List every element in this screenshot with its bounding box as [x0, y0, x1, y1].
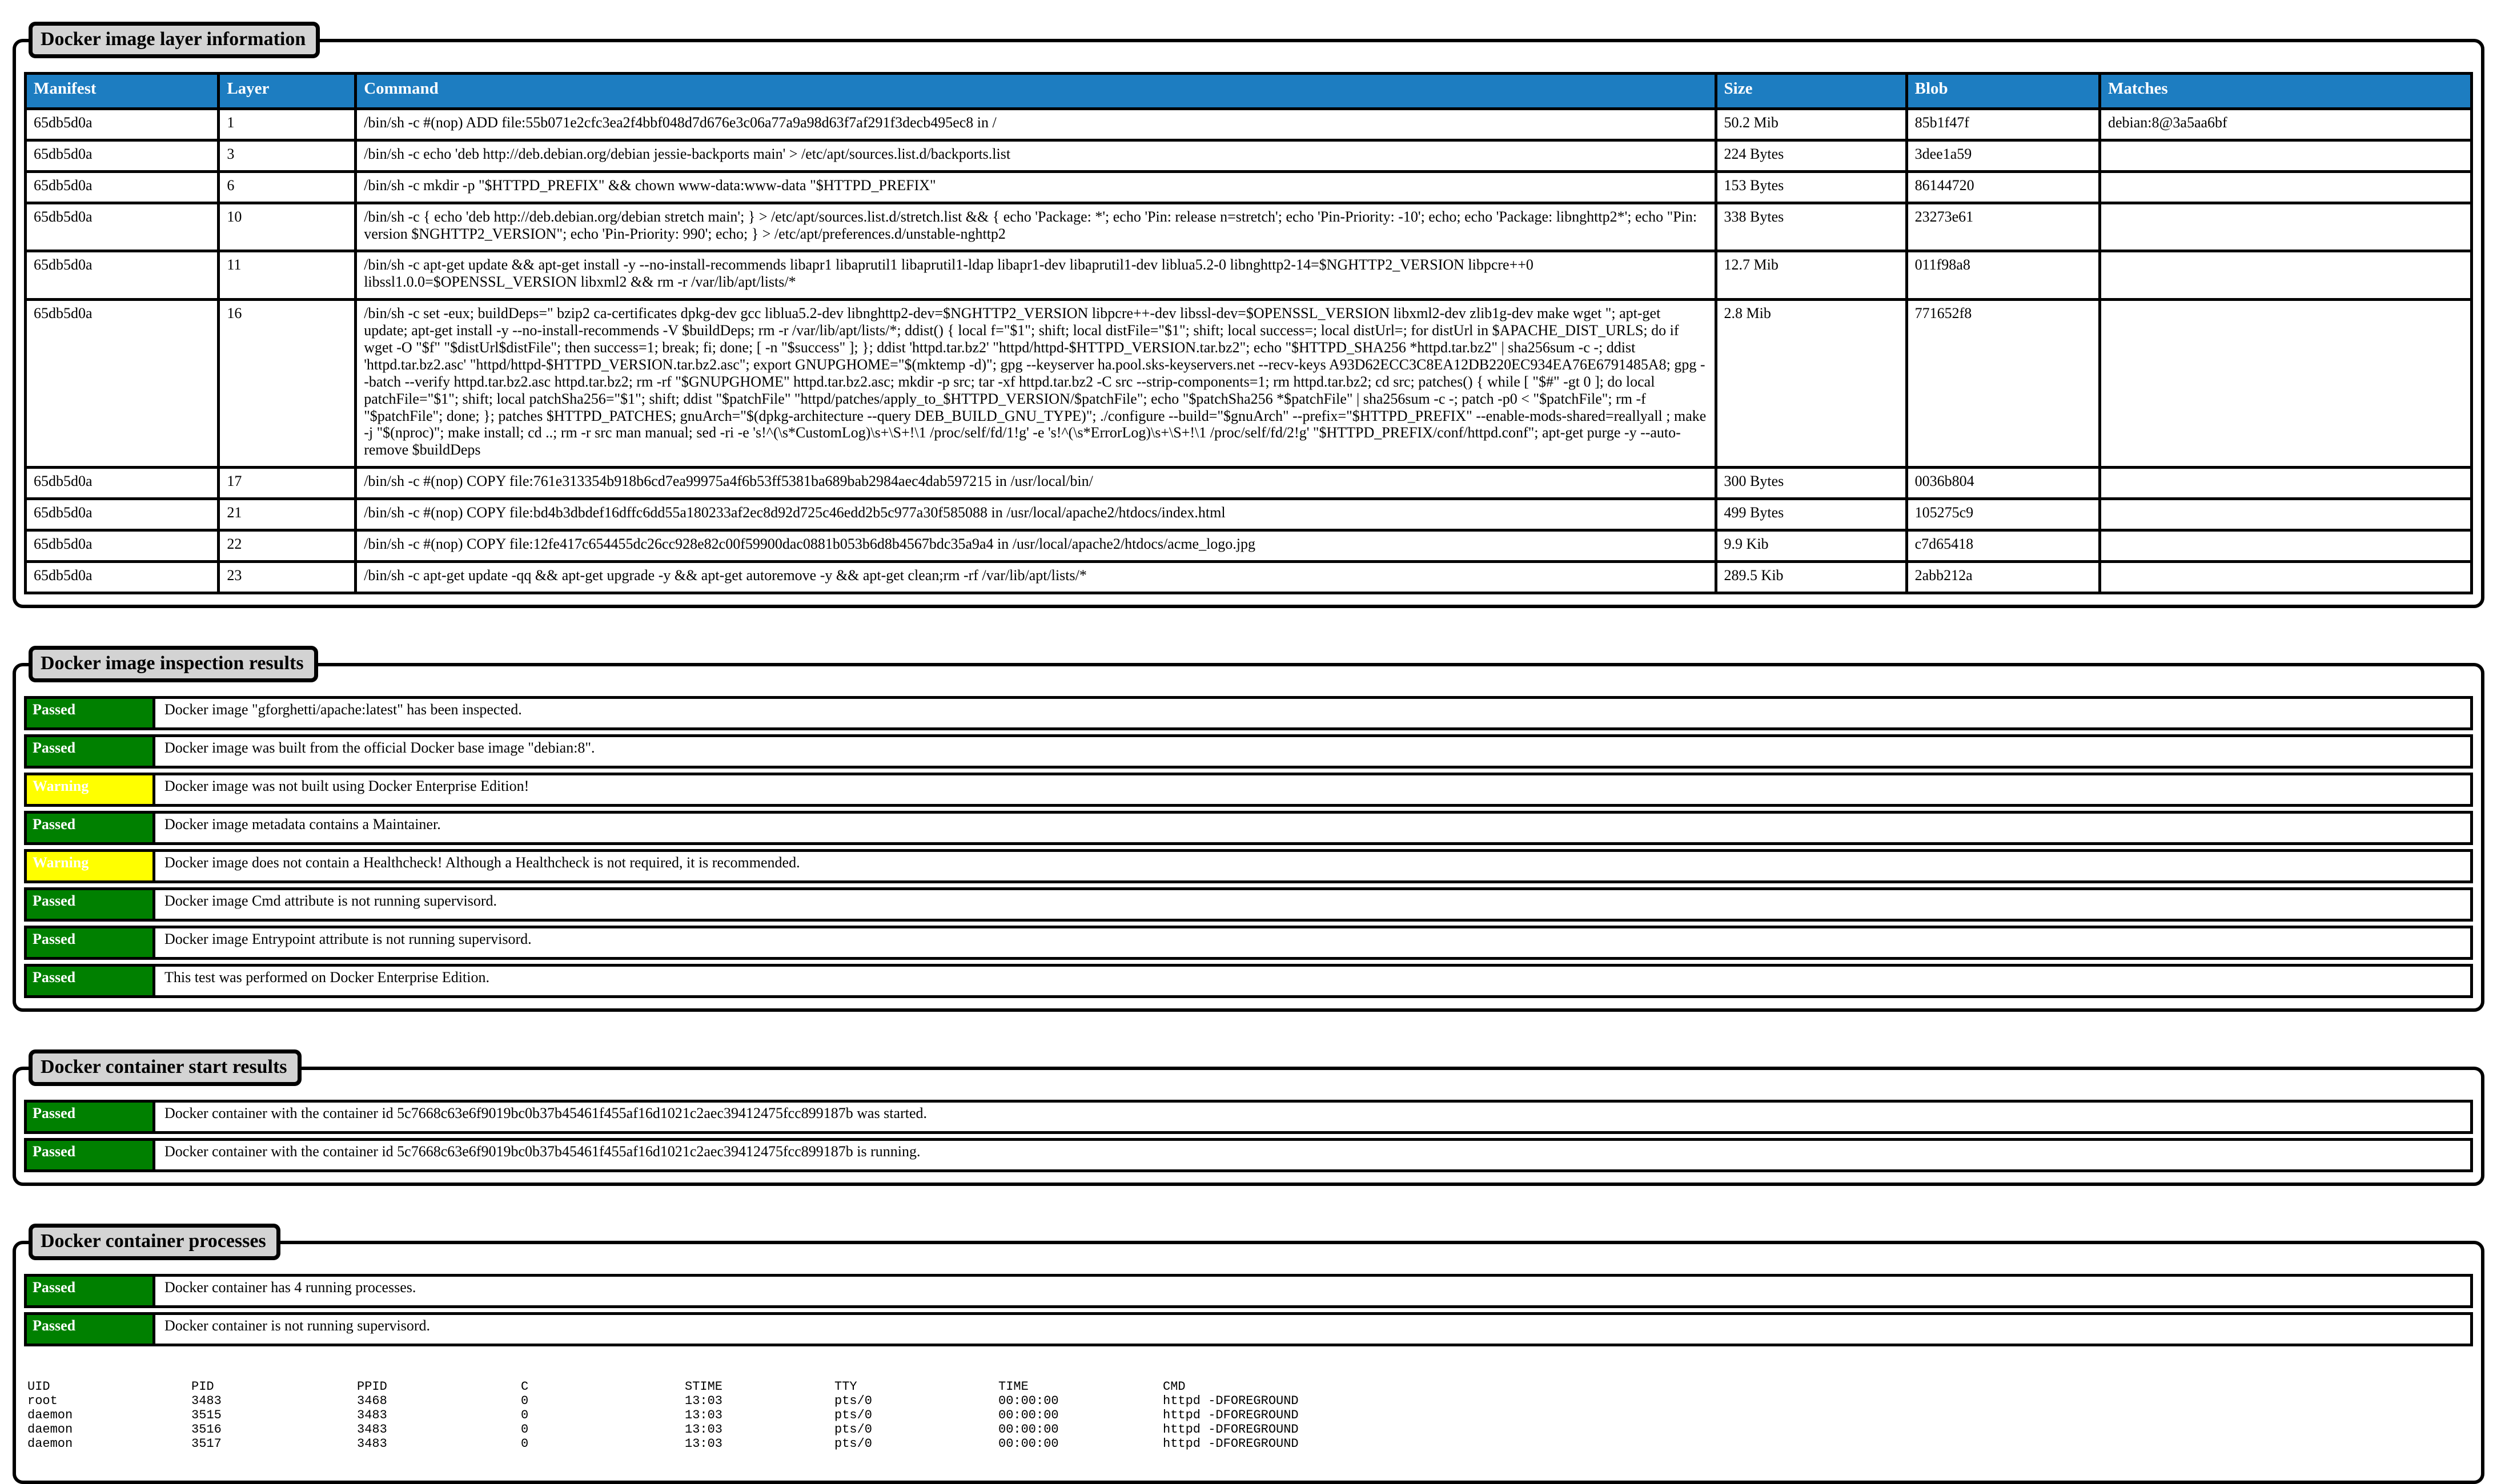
cell-blob: 3dee1a59 — [1906, 140, 2099, 171]
column-header-size: Size — [1716, 74, 1906, 109]
table-row — [26, 561, 2472, 593]
cell-blob: 105275c9 — [1906, 499, 2099, 530]
cell-manifest: 65db5d0a — [26, 561, 219, 593]
layer-table — [24, 72, 2473, 594]
cell-blob: 86144720 — [1906, 171, 2099, 203]
cell-matches: debian:8@3a5aa6bf — [2099, 109, 2471, 140]
ps-uid: daemon — [27, 1436, 73, 1451]
status-badge: Warning — [27, 852, 155, 880]
ps-cmd: httpd -DFOREGROUND — [1163, 1393, 1299, 1408]
cell-manifest: 65db5d0a — [26, 251, 219, 300]
ps-col-cmd: CMD — [1163, 1379, 1186, 1394]
process-row — [27, 1408, 2473, 1422]
cell-matches — [2099, 251, 2471, 300]
ps-c: 0 — [521, 1393, 529, 1408]
status-message: Docker container with the container id 5c7668c63e6f9019bc0b37b45461f455af16d1021c2aec39412475fcc899187b is running. — [164, 1143, 921, 1160]
cell-matches — [2099, 171, 2471, 203]
section-title-inspection-results: Docker image inspection results — [29, 646, 318, 682]
cell-matches — [2099, 530, 2471, 562]
ps-cmd: httpd -DFOREGROUND — [1163, 1436, 1299, 1451]
cell-size: 289.5 Kib — [1716, 561, 1906, 593]
cell-manifest: 65db5d0a — [26, 530, 219, 562]
cell-size: 338 Bytes — [1716, 203, 1906, 251]
cell-size: 9.9 Kib — [1716, 530, 1906, 562]
ps-uid: daemon — [27, 1407, 73, 1422]
status-badge: Passed — [27, 967, 155, 995]
cell-matches — [2099, 561, 2471, 593]
ps-time: 00:00:00 — [998, 1393, 1059, 1408]
ps-col-stime: STIME — [685, 1379, 723, 1394]
cell-size: 499 Bytes — [1716, 499, 1906, 530]
list-item — [24, 1274, 2473, 1308]
table-row — [26, 530, 2472, 562]
cell-layer: 10 — [219, 203, 356, 251]
cell-layer: 6 — [219, 171, 356, 203]
status-badge: Passed — [27, 737, 155, 766]
section-layer-information — [13, 29, 2484, 608]
list-item — [24, 926, 2473, 960]
ps-pid: 3517 — [191, 1436, 222, 1451]
cell-manifest: 65db5d0a — [26, 499, 219, 530]
cell-command: /bin/sh -c echo 'deb http://deb.debian.org/debian jessie-backports main' > /etc/apt/sources.list.d/backports.list — [356, 140, 1716, 171]
cell-layer: 17 — [219, 468, 356, 499]
cell-size: 300 Bytes — [1716, 468, 1906, 499]
cell-command: /bin/sh -c set -eux; buildDeps=" bzip2 ca-certificates dpkg-dev gcc liblua5.2-dev libnghttp2-dev=$NGHTTP2_VERSION libpcre++-dev libssl-dev=$OPENSSL_VERSION libxml2-dev zlib1g-dev make wget "; apt-get update; apt-get install -y --no-install-recommends -V $buildDeps; rm -r /var/lib/apt/lists/*; ddist() { local f="$1"; shift; local distFile="$1"; shift; local success=; local distUrl=; for distUrl in $APACHE_DIST_URLS; do if wget -O "$f" "$distUrl$distFile"; then success=1; break; fi; done; [ -n "$success" ]; }; ddist 'httpd.tar.bz2' "httpd/httpd-$HTTPD_VERSION.tar.bz2"; echo "$HTTPD_SHA256 *httpd.tar.bz2" | sha256sum -c -; ddist 'httpd.tar.bz2.asc' "httpd/httpd-$HTTPD_VERSION.tar.bz2.asc"; export GNUPGHOME="$(mktemp -d)"; gpg --keyserver ha.pool.sks-keyservers.net --recv-keys A93D62ECC3C8EA12DB220EC934EA76E6791485A8; gpg --batch --verify httpd.tar.bz2.asc httpd.tar.bz2; rm -rf "$GNUPGHOME" httpd.tar.bz2.asc; mkdir -p src; tar -xf httpd.tar.bz2 -C src --strip-components=1; rm httpd.tar.bz2; cd src; patches() { while [ "$#" -gt 0 ]; do local patchFile="$1"; shift; local patchSha256="$1"; shift; ddist "$patchFile" "httpd/patches/apply_to_$HTTPD_VERSION/$patchFile"; echo "$patchSha256 *$patchFile" | sha256sum -c -; patch -p0 < "$patchFile"; rm -f "$patchFile"; done; }; patches $HTTPD_PATCHES; gnuArch="$(dpkg-architecture --query DEB_BUILD_GNU_TYPE)"; ./configure --build="$gnuArch" --prefix="$HTTPD_PREFIX" --enable-mods-shared=reallyall ; make -j "$(nproc)"; make install; cd ..; rm -r src man manual; sed -ri -e 's!^(\s*CustomLog)\s+\S+!\1 /proc/self/fd/1!g' -e 's!^(\s*ErrorLog)\s+\S+!\1 /proc/self/fd/2!g' "$HTTPD_PREFIX/conf/httpd.conf"; apt-get purge -y --auto-remove $buildDeps — [356, 300, 1716, 468]
list-item — [24, 849, 2473, 883]
cell-blob: 771652f8 — [1906, 300, 2099, 468]
layer-table-header-row — [26, 74, 2472, 109]
status-badge: Passed — [27, 1141, 155, 1169]
column-header-layer: Layer — [219, 74, 356, 109]
table-row — [26, 140, 2472, 171]
ps-time: 00:00:00 — [998, 1436, 1059, 1451]
list-item — [24, 1138, 2473, 1172]
cell-command: /bin/sh -c #(nop) ADD file:55b071e2cfc3ea2f4bbf048d7d676e3c06a77a9a98d63f7af291f3decb495ec8 in / — [356, 109, 1716, 140]
list-item — [24, 811, 2473, 845]
cell-matches — [2099, 203, 2471, 251]
status-badge: Passed — [27, 928, 155, 957]
cell-manifest: 65db5d0a — [26, 203, 219, 251]
table-row — [26, 499, 2472, 530]
cell-size: 50.2 Mib — [1716, 109, 1906, 140]
ps-col-uid: UID — [27, 1379, 50, 1394]
status-message: Docker container with the container id 5c7668c63e6f9019bc0b37b45461f455af16d1021c2aec39412475fcc899187b was started. — [164, 1104, 927, 1121]
status-badge: Passed — [27, 1315, 155, 1344]
cell-matches — [2099, 499, 2471, 530]
cell-command: /bin/sh -c #(nop) COPY file:12fe417c654455dc26cc928e82c00f59900dac0881b053b6d8b4567bdc35a9a4 in /usr/local/apache2/htdocs/acme_logo.jpg — [356, 530, 1716, 562]
status-message: Docker image "gforghetti/apache:latest" has been inspected. — [164, 701, 522, 718]
ps-stime: 13:03 — [685, 1407, 723, 1422]
process-listing — [27, 1380, 2473, 1451]
ps-ppid: 3483 — [357, 1407, 387, 1422]
column-header-manifest: Manifest — [26, 74, 219, 109]
cell-layer: 1 — [219, 109, 356, 140]
section-title-container-start-results: Docker container start results — [29, 1049, 302, 1086]
cell-command: /bin/sh -c #(nop) COPY file:bd4b3dbdef16dffc6dd55a180233af2ec8d92d725c46edd2b5c977a30f585088 in /usr/local/apache2/htdocs/index.html — [356, 499, 1716, 530]
ps-stime: 13:03 — [685, 1436, 723, 1451]
cell-manifest: 65db5d0a — [26, 468, 219, 499]
status-message: Docker image Cmd attribute is not running supervisord. — [164, 892, 497, 909]
cell-manifest: 65db5d0a — [26, 300, 219, 468]
section-inspection-results — [13, 652, 2484, 1012]
ps-pid: 3483 — [191, 1393, 222, 1408]
cell-layer: 3 — [219, 140, 356, 171]
ps-pid: 3515 — [191, 1407, 222, 1422]
column-header-blob: Blob — [1906, 74, 2099, 109]
cell-size: 2.8 Mib — [1716, 300, 1906, 468]
list-item — [24, 696, 2473, 730]
section-container-processes — [13, 1230, 2484, 1484]
list-item — [24, 887, 2473, 922]
cell-layer: 21 — [219, 499, 356, 530]
ps-col-ppid: PPID — [357, 1379, 387, 1394]
status-badge: Passed — [27, 1103, 155, 1131]
status-message: Docker image does not contain a Healthcheck! Although a Healthcheck is not required, it is recommended. — [164, 854, 800, 871]
status-badge: Passed — [27, 699, 155, 727]
cell-blob: c7d65418 — [1906, 530, 2099, 562]
ps-tty: pts/0 — [834, 1407, 873, 1422]
table-row — [26, 171, 2472, 203]
section-title-layer-information: Docker image layer information — [29, 22, 320, 58]
status-badge: Warning — [27, 775, 155, 804]
cell-manifest: 65db5d0a — [26, 109, 219, 140]
cell-matches — [2099, 468, 2471, 499]
list-item — [24, 1312, 2473, 1346]
cell-command: /bin/sh -c #(nop) COPY file:761e313354b918b6cd7ea99975a4f6b53ff5381ba689bab2984aec4dab597215 in /usr/local/bin/ — [356, 468, 1716, 499]
cell-layer: 22 — [219, 530, 356, 562]
cell-layer: 11 — [219, 251, 356, 300]
ps-tty: pts/0 — [834, 1393, 873, 1408]
ps-uid: daemon — [27, 1422, 73, 1437]
ps-ppid: 3483 — [357, 1422, 387, 1437]
status-message: Docker image metadata contains a Maintainer. — [164, 815, 441, 833]
cell-size: 12.7 Mib — [1716, 251, 1906, 300]
ps-cmd: httpd -DFOREGROUND — [1163, 1407, 1299, 1422]
ps-pid: 3516 — [191, 1422, 222, 1437]
cell-matches — [2099, 140, 2471, 171]
cell-command: /bin/sh -c apt-get update && apt-get install -y --no-install-recommends libapr1 libaprutil1 libaprutil1-ldap libapr1-dev libaprutil1-dev liblua5.2-0 libnghttp2-14=$NGHTTP2_VERSION libpcre++0 libssl1.0.0=$OPENSSL_VERSION libxml2 && rm -r /var/lib/apt/lists/* — [356, 251, 1716, 300]
ps-c: 0 — [521, 1436, 529, 1451]
cell-size: 153 Bytes — [1716, 171, 1906, 203]
cell-command: /bin/sh -c { echo 'deb http://deb.debian.org/debian stretch main'; } > /etc/apt/sources.list.d/stretch.list && { echo 'Package: *'; echo 'Pin: release n=stretch'; echo 'Pin-Priority: -10'; echo; echo 'Package: libnghttp2*'; echo "Pin: version $NGHTTP2_VERSION"; echo 'Pin-Priority: 990'; echo; } > /etc/apt/preferences.d/unstable-nghttp2 — [356, 203, 1716, 251]
ps-c: 0 — [521, 1422, 529, 1437]
status-message: Docker image Entrypoint attribute is not running supervisord. — [164, 930, 532, 947]
process-row — [27, 1394, 2473, 1408]
ps-tty: pts/0 — [834, 1436, 873, 1451]
ps-cmd: httpd -DFOREGROUND — [1163, 1422, 1299, 1437]
ps-ppid: 3468 — [357, 1393, 387, 1408]
ps-uid: root — [27, 1393, 58, 1408]
status-badge: Passed — [27, 814, 155, 842]
status-badge: Passed — [27, 890, 155, 919]
cell-blob: 23273e61 — [1906, 203, 2099, 251]
cell-command: /bin/sh -c mkdir -p "$HTTPD_PREFIX" && chown www-data:www-data "$HTTPD_PREFIX" — [356, 171, 1716, 203]
list-item — [24, 734, 2473, 769]
column-header-command: Command — [356, 74, 1716, 109]
ps-col-pid: PID — [191, 1379, 214, 1394]
cell-manifest: 65db5d0a — [26, 140, 219, 171]
ps-col-time: TIME — [998, 1379, 1029, 1394]
section-container-start-results — [13, 1056, 2484, 1186]
list-item — [24, 1100, 2473, 1134]
list-item — [24, 964, 2473, 998]
ps-time: 00:00:00 — [998, 1407, 1059, 1422]
status-message: Docker container has 4 running processes. — [164, 1278, 416, 1296]
status-badge: Passed — [27, 1277, 155, 1305]
column-header-matches: Matches — [2099, 74, 2471, 109]
status-message: This test was performed on Docker Enterprise Edition. — [164, 968, 489, 986]
ps-time: 00:00:00 — [998, 1422, 1059, 1437]
table-row — [26, 468, 2472, 499]
section-title-container-processes: Docker container processes — [29, 1224, 280, 1260]
process-row — [27, 1437, 2473, 1451]
cell-blob: 011f98a8 — [1906, 251, 2099, 300]
list-item — [24, 773, 2473, 807]
cell-blob: 2abb212a — [1906, 561, 2099, 593]
status-message: Docker image was not built using Docker Enterprise Edition! — [164, 777, 529, 794]
ps-ppid: 3483 — [357, 1436, 387, 1451]
table-row — [26, 109, 2472, 140]
cell-manifest: 65db5d0a — [26, 171, 219, 203]
cell-size: 224 Bytes — [1716, 140, 1906, 171]
table-row — [26, 300, 2472, 468]
cell-command: /bin/sh -c apt-get update -qq && apt-get upgrade -y && apt-get autoremove -y && apt-get clean;rm -rf /var/lib/apt/lists/* — [356, 561, 1716, 593]
cell-layer: 16 — [219, 300, 356, 468]
cell-blob: 0036b804 — [1906, 468, 2099, 499]
cell-blob: 85b1f47f — [1906, 109, 2099, 140]
cell-matches — [2099, 300, 2471, 468]
table-row — [26, 203, 2472, 251]
ps-stime: 13:03 — [685, 1393, 723, 1408]
ps-stime: 13:03 — [685, 1422, 723, 1437]
ps-tty: pts/0 — [834, 1422, 873, 1437]
status-message: Docker image was built from the official Docker base image "debian:8". — [164, 739, 595, 756]
ps-col-c: C — [521, 1379, 529, 1394]
ps-col-tty: TTY — [834, 1379, 857, 1394]
cell-layer: 23 — [219, 561, 356, 593]
ps-c: 0 — [521, 1407, 529, 1422]
process-header-row — [27, 1380, 2473, 1394]
table-row — [26, 251, 2472, 300]
process-row — [27, 1422, 2473, 1437]
status-message: Docker container is not running supervisord. — [164, 1317, 431, 1334]
